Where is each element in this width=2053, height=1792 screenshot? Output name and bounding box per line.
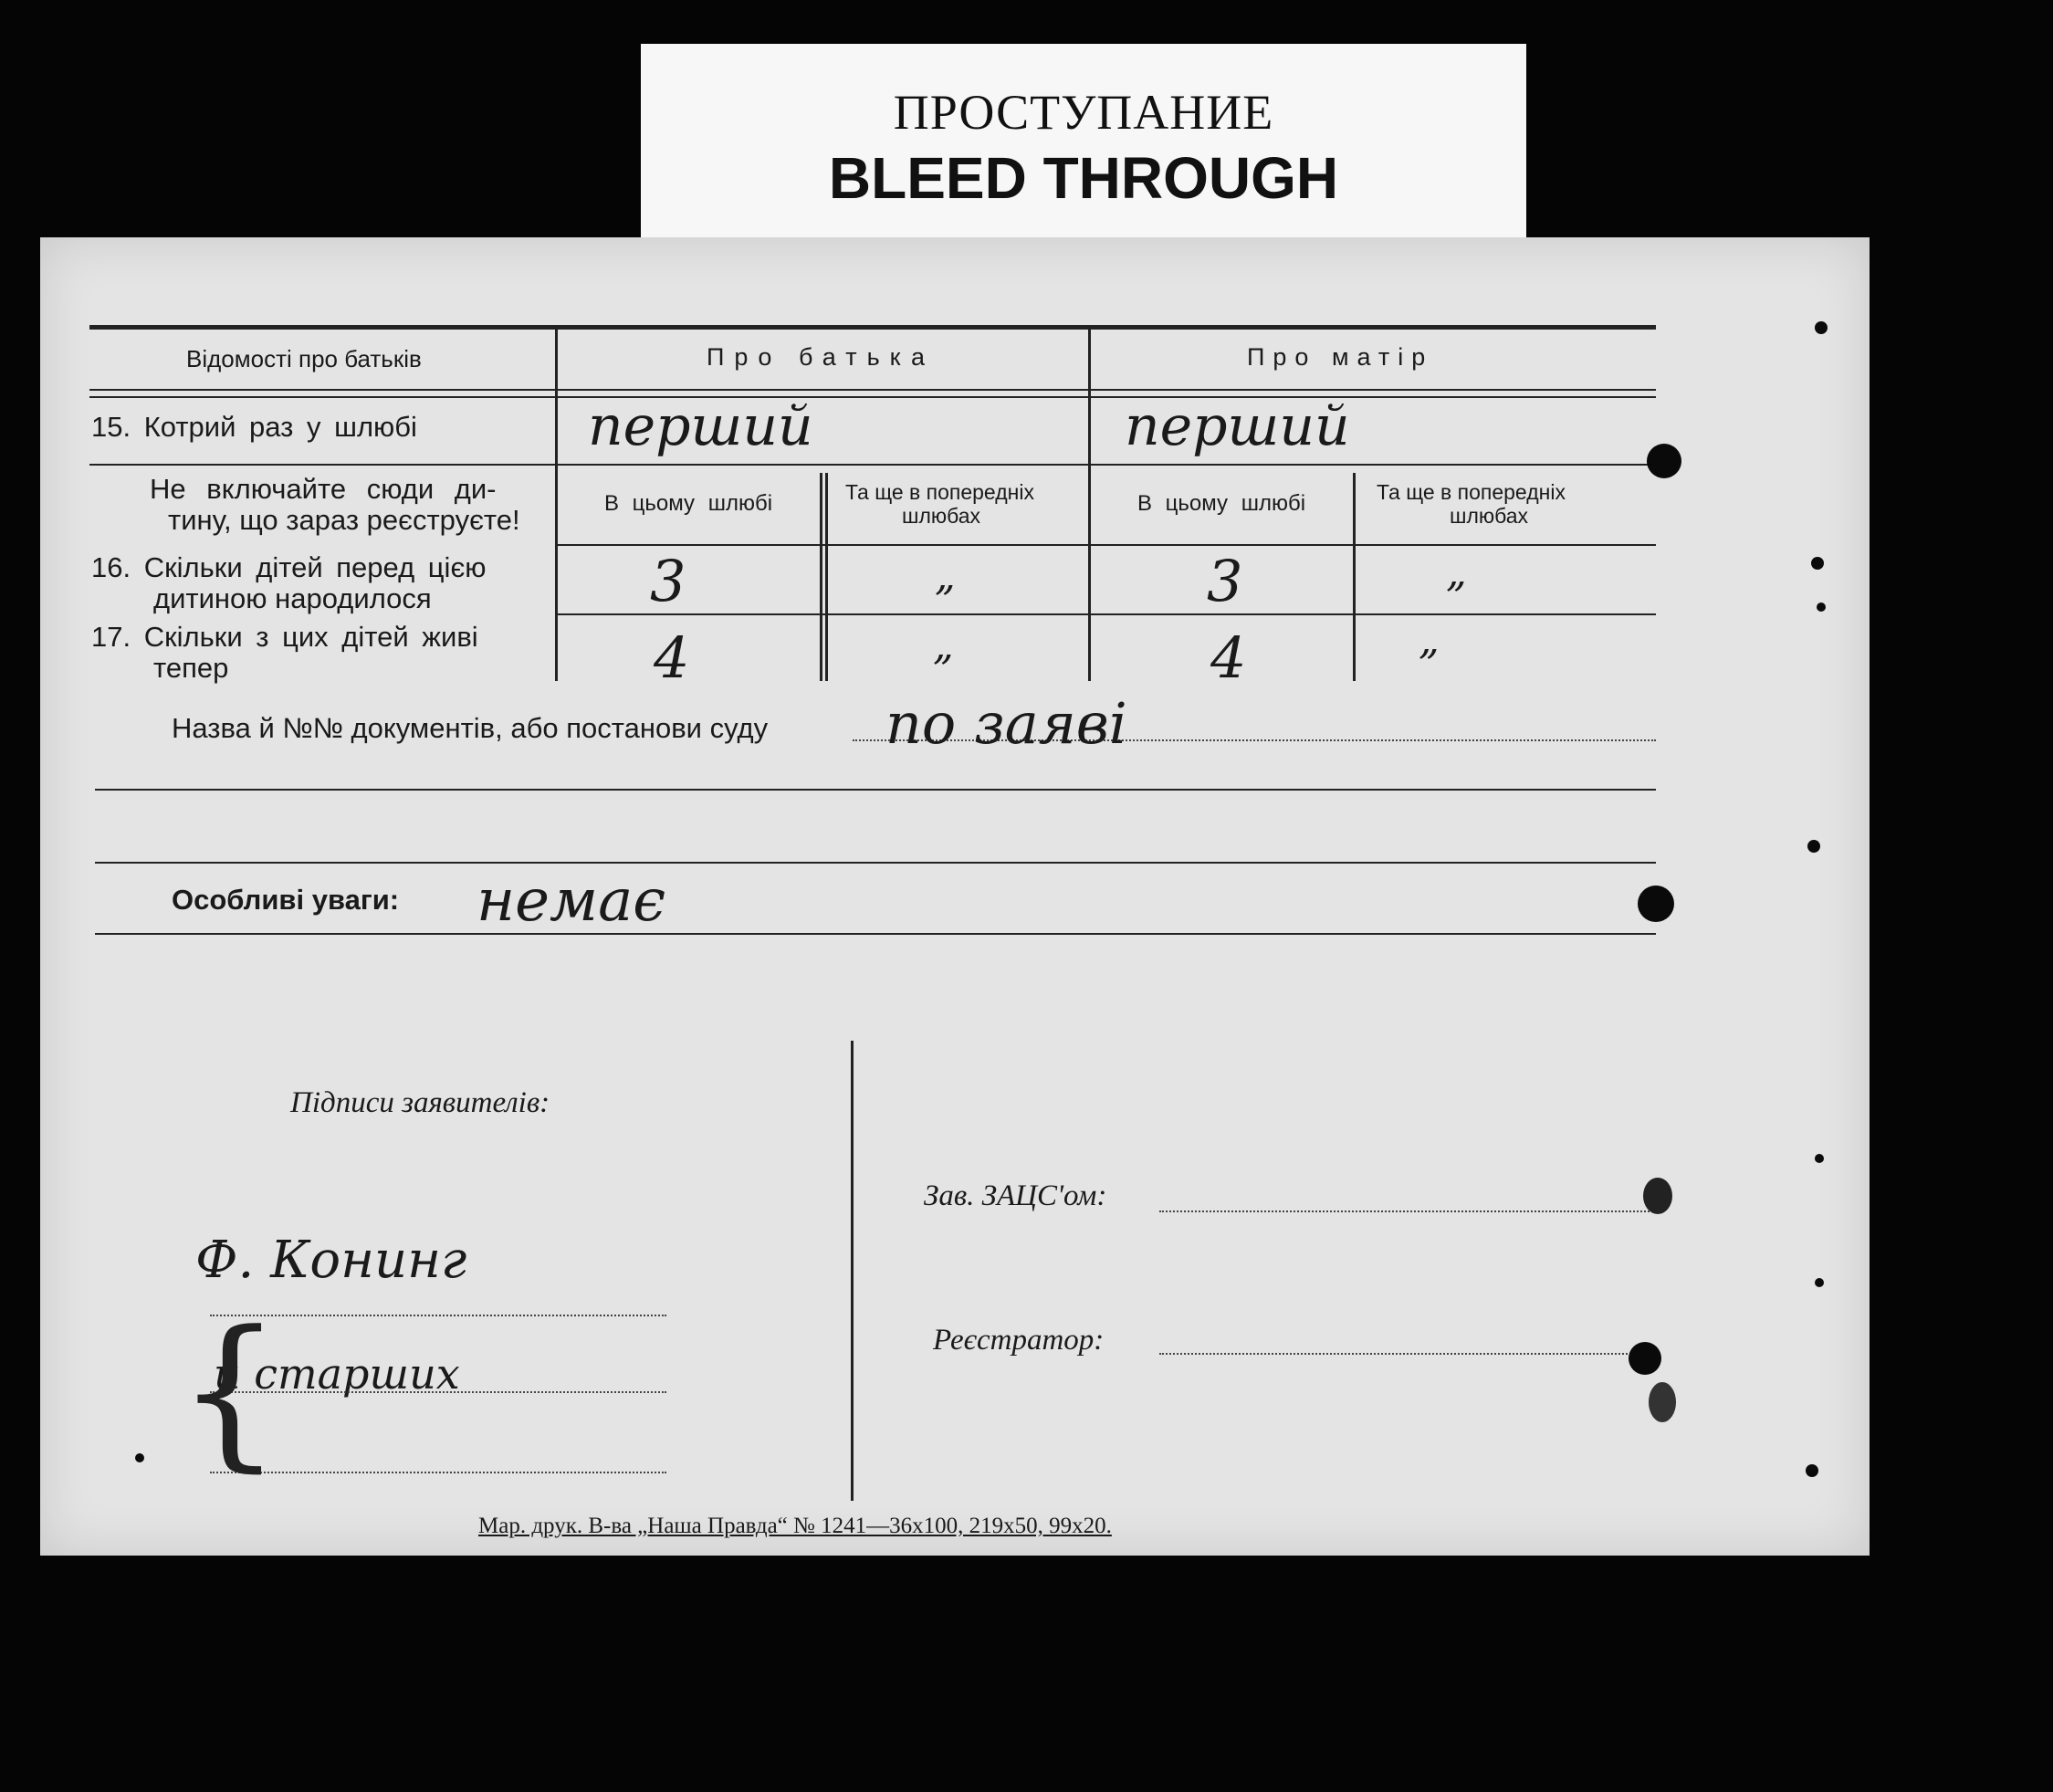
col-divider-2 — [1088, 329, 1091, 681]
head-zags-line — [1159, 1210, 1656, 1212]
table-top-rule — [89, 325, 1656, 330]
signature-divider — [851, 1041, 854, 1501]
header-bottom-rule-2 — [89, 396, 1656, 398]
row17-label-line1: 17. Скільки з цих дітей живі — [91, 621, 478, 653]
subheader-mother-prev-line2: шлюбах — [1450, 504, 1529, 528]
remarks-value: немає — [477, 867, 666, 935]
row15-label: 15. Котрий раз у шлюбі — [91, 411, 417, 443]
header-bottom-rule — [89, 389, 1656, 391]
row17-father-prev: „ — [933, 623, 954, 669]
row15-mother-value: перший — [1125, 394, 1350, 458]
stamp-russian-text: ПРОСТУПАНИЕ — [893, 85, 1274, 140]
documents-label: Назва й №№ документів, або постанови суду — [172, 712, 769, 744]
registrar-line — [1159, 1353, 1656, 1355]
applicant1-signature: Ф. Конинг — [195, 1231, 467, 1290]
row16-label-line2: дитиною народилося — [153, 582, 432, 614]
punch-hole-4 — [1629, 1342, 1661, 1375]
brace: { — [177, 1296, 282, 1487]
row16-label-line1: 16. Скільки дітей перед цією — [91, 551, 487, 583]
row17-mother-this: 4 — [1210, 624, 1247, 691]
documents-value: по заяві — [885, 690, 1127, 757]
note-line1: Не включайте сюди ди- — [150, 473, 497, 505]
subheader-father-prev-line2: шлюбах — [902, 504, 981, 528]
subheader-mother-prev-line1: Та ще в попередніх — [1377, 480, 1566, 504]
punch-hole-5 — [1649, 1382, 1676, 1422]
row15-father-value: перший — [588, 394, 813, 458]
stamp-english-text: BLEED THROUGH — [828, 145, 1339, 211]
row16-mother-this: 3 — [1207, 548, 1243, 614]
punch-hole-2 — [1638, 886, 1674, 922]
head-zags-label: Зав. ЗАЦС'ом: — [924, 1179, 1107, 1212]
row17-father-this: 4 — [654, 624, 690, 691]
row16-mother-prev: „ — [1446, 550, 1467, 596]
applicant2-signature: и старших — [214, 1349, 460, 1399]
punch-hole-3 — [1643, 1178, 1672, 1214]
registrar-label: Реєстратор: — [933, 1324, 1105, 1357]
subheader-father-this-marriage: В цьому шлюбі — [604, 491, 773, 516]
row15-bottom-rule — [89, 464, 1656, 466]
row17-mother-prev: „ — [1419, 617, 1440, 664]
row17-label-line2: тепер — [153, 652, 229, 684]
row16-bottom-rule — [555, 613, 1656, 615]
subheader-father-prev-line1: Та ще в попередніх — [845, 480, 1034, 504]
subheader-bottom-rule — [555, 544, 1656, 546]
printer-footer: Мар. друк. В-ва „Наша Правда“ № 1241—36х100, 219х50, 99х20. — [478, 1514, 1112, 1538]
bleed-through-stamp — [641, 44, 1526, 246]
col-header-mother: Про матір — [1247, 343, 1434, 371]
mother-sub-divider — [1353, 473, 1356, 681]
edge-speck-2 — [1811, 557, 1824, 570]
father-sub-divider — [820, 473, 822, 681]
col-header-father: Про батька — [707, 343, 936, 371]
subheader-mother-this-marriage: В цьому шлюбі — [1137, 491, 1306, 516]
edge-speck-8 — [135, 1453, 144, 1462]
father-sub-divider-b — [825, 473, 828, 681]
edge-speck-6 — [1815, 1278, 1824, 1287]
edge-speck-3 — [1817, 603, 1826, 612]
remarks-label: Особливі уваги: — [172, 884, 400, 916]
col-divider-1 — [555, 329, 558, 681]
document-sheet — [40, 237, 1870, 1556]
documents-line-3 — [95, 862, 1656, 864]
note-line2: тину, що зараз реєструєте! — [168, 504, 520, 536]
remarks-line — [95, 933, 1656, 935]
punch-hole-1 — [1647, 444, 1681, 478]
edge-speck-4 — [1807, 840, 1820, 853]
edge-speck-1 — [1815, 321, 1828, 334]
edge-speck-7 — [1806, 1464, 1818, 1477]
applicants-signature-label: Підписи заявителів: — [290, 1086, 550, 1119]
edge-speck-5 — [1815, 1154, 1824, 1163]
col-header-parents-info: Відомості про батьків — [186, 345, 422, 372]
row16-father-this: 3 — [650, 548, 686, 614]
row16-father-prev: „ — [935, 553, 956, 600]
documents-line-2 — [95, 789, 1656, 791]
